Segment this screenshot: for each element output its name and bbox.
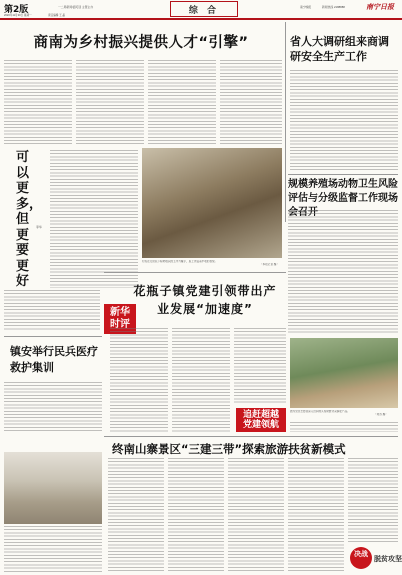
right-mid-rule — [288, 174, 398, 175]
lead-text-col-3 — [148, 60, 216, 144]
right-top-headline: 省人大调研组来商调研安全生产工作 — [290, 35, 389, 63]
right-mid-text — [288, 210, 398, 335]
badge-left-text: 决战 — [354, 550, 368, 558]
bottom-text-col-2 — [168, 458, 224, 572]
harvest-photo — [142, 148, 282, 258]
photo-caption: 村民在太阳底下晾晒收获的玉米与魔芋，脸上洋溢着丰收的喜悦。 — [142, 260, 218, 263]
left-vertical-headline: 可以更多，但更要更好 — [16, 150, 43, 289]
paper-logo: 南宁日报 — [366, 3, 394, 11]
page-number: 第2版 — [4, 5, 29, 15]
left-bottom-rule — [4, 336, 102, 337]
left-bottom-text — [4, 382, 102, 432]
left-bottom-text-2 — [4, 526, 102, 572]
volunteer-photo — [290, 338, 398, 408]
left-vertical-byline: 李华 — [36, 225, 43, 229]
bottom-rule — [104, 436, 398, 437]
center-text-col-3 — [234, 328, 286, 404]
left-bottom-headline: 镇安举行民兵医疗救护集训 — [10, 345, 98, 374]
commentary-text — [50, 150, 138, 288]
section-label: 综 合 — [188, 6, 220, 16]
paper-name: 南宁晚报 — [300, 5, 312, 9]
bottom-text-col-3 — [228, 458, 284, 572]
poverty-badge — [350, 546, 400, 572]
masthead — [0, 0, 402, 18]
lead-text-col-2 — [76, 60, 144, 144]
center-text-col-2 — [172, 328, 230, 432]
bottom-text-col-4 — [288, 458, 344, 572]
photo-credit: （本报记者 摄） — [260, 263, 279, 266]
right-photo-text — [290, 422, 398, 432]
masthead-rule — [0, 18, 402, 20]
campaign-tag-line2: 党建领航 — [242, 420, 279, 430]
training-photo — [4, 452, 102, 524]
right-top-text — [290, 70, 398, 170]
lead-text-col-1 — [4, 60, 72, 144]
hotline: 新闻热线 2188888 — [322, 5, 345, 9]
center-text-col-1 — [110, 328, 168, 432]
lead-headline: 商南为乡村振兴提供人才“引擎” — [33, 35, 249, 51]
campaign-tag-box — [236, 408, 286, 432]
bottom-headline: 终南山寨景区“三建三带”探索旅游扶贫新模式 — [112, 442, 346, 456]
bottom-text-col-1 — [108, 458, 164, 572]
bottom-text-col-5 — [348, 458, 398, 542]
campaign-tag-line1: 追赶超越 — [242, 410, 279, 420]
center-rule — [104, 272, 286, 273]
right-photo-credit: （刘涛 摄） — [374, 413, 388, 416]
commentary-text-2 — [4, 290, 100, 330]
center-headline: 花瓶子镇党建引领带出产业发展“加速度” — [133, 284, 277, 316]
masthead-subline: 一二局新闻/面可读 主管主办 — [58, 5, 94, 9]
lead-text-col-4 — [220, 60, 282, 144]
xinhua-tag: 新华时评 — [110, 307, 130, 330]
editor-line: 责任编辑 王 晶 — [48, 14, 66, 17]
right-photo-caption: 图为党员志愿者深入田间地头帮助群众采摘农产品。 — [290, 410, 350, 413]
column-divider — [285, 22, 286, 222]
section-label-box — [170, 1, 238, 17]
badge-right-text: 脱贫攻坚 — [374, 555, 402, 563]
right-mid-headline: 规模养殖场动物卫生风险评估与分级监督工作现场会召开 — [288, 179, 398, 218]
date-line: 2020年11月30日 星期一 — [4, 14, 32, 17]
